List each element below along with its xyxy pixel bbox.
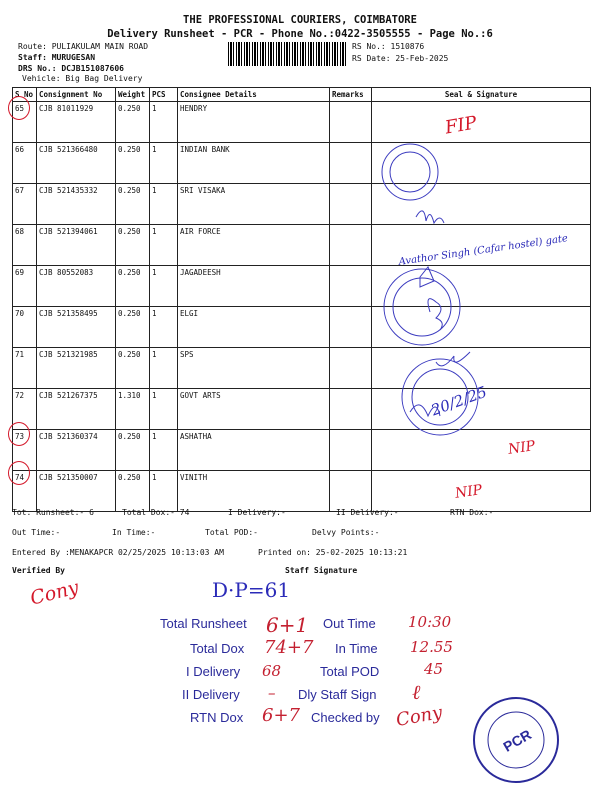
dp-note: D·P=61	[212, 578, 291, 602]
row-weight: 1.310	[116, 389, 150, 430]
row-consignee: JAGADEESH	[178, 266, 330, 307]
stamp-checked-by-value: Cony	[394, 702, 444, 731]
row-weight: 0.250	[116, 143, 150, 184]
row-weight: 0.250	[116, 471, 150, 512]
ii-delivery: II Delivery:-	[336, 508, 399, 517]
row-sno: 69	[13, 266, 37, 307]
stamp-in-time-label: In Time	[335, 641, 378, 656]
barcode	[228, 42, 346, 66]
verified-by: Verified By	[12, 566, 65, 575]
printed-on: Printed on: 25-02-2025 10:13:21	[258, 548, 408, 557]
row-sno: 74	[13, 471, 37, 512]
stamp-total-pod-value: 45	[424, 660, 444, 678]
sno-circle-mark	[8, 461, 30, 485]
rs-date: RS Date: 25-Feb-2025	[352, 54, 449, 63]
row-consignment: CJB 521366480	[37, 143, 116, 184]
stamp-out-time-label: Out Time	[323, 616, 376, 631]
stamp-rtn-dox-label: RTN Dox	[190, 710, 244, 725]
signature-scribble-icon	[416, 211, 444, 223]
stamp-out-time-value: 10:30	[408, 613, 452, 631]
row-consignment: CJB 521350007	[37, 471, 116, 512]
row-pcs: 1	[150, 389, 178, 430]
row-weight: 0.250	[116, 225, 150, 266]
stamp-dly-staff-sign-label: Dly Staff Sign	[298, 687, 377, 702]
rtn-dox: RTN Dox:-	[450, 508, 494, 517]
total-pod: Total POD:-	[205, 528, 258, 537]
row-sno: 73	[13, 430, 37, 471]
row-consignee: SRI VISAKA	[178, 184, 330, 225]
govt-arts-signature: 20/2/25	[428, 382, 490, 420]
row-consignee: ELGI	[178, 307, 330, 348]
verified-initials: Cony	[28, 576, 81, 610]
row-consignee: HENDRY	[178, 102, 330, 143]
row-pcs: 1	[150, 225, 178, 266]
row-weight: 0.250	[116, 266, 150, 307]
row-sno: 71	[13, 348, 37, 389]
staff-signature-label: Staff Signature	[285, 566, 358, 575]
col-signature: Seal & Signature	[372, 88, 591, 102]
signature-overlay	[340, 112, 590, 502]
row-sno: 65	[13, 102, 37, 143]
row-consignee: AIR FORCE	[178, 225, 330, 266]
company-title: THE PROFESSIONAL COURIERS, COIMBATORE	[183, 14, 417, 26]
air-force-note: Avathor Singh (Cafar hostel) gate	[398, 233, 569, 268]
stamp-i-delivery-label: I Delivery	[186, 664, 241, 679]
staff-label: Staff: MURUGESAN	[18, 53, 96, 62]
stamp-rtn-dox-value: 6+7	[262, 705, 300, 726]
nip-note-1: NIP	[507, 438, 537, 458]
row-pcs: 1	[150, 307, 178, 348]
vehicle-label: Vehicle: Big Bag Delivery	[22, 74, 143, 83]
out-time: Out Time:-	[12, 528, 61, 537]
row-weight: 0.250	[116, 307, 150, 348]
row-consignee: ASHATHA	[178, 430, 330, 471]
row-sno: 72	[13, 389, 37, 430]
row-consignment: CJB 80552083	[37, 266, 116, 307]
col-pcs: PCS	[150, 88, 178, 102]
entered-by: Entered By :MENAKAPCR 02/25/2025 10:13:03 AM	[12, 548, 224, 557]
row-consignment: CJB 521321985	[37, 348, 116, 389]
sno-circle-mark	[8, 96, 30, 120]
fip-note: FIP	[443, 112, 479, 139]
rs-no: RS No.: 1510876	[352, 42, 425, 51]
total-dox: Total Dox:- 74	[122, 508, 190, 517]
row-pcs: 1	[150, 266, 178, 307]
row-consignment: CJB 521435332	[37, 184, 116, 225]
stamp-total-runsheet-value: 6+1	[266, 613, 309, 637]
stamp-dly-staff-sign-value: ℓ	[412, 680, 421, 704]
row-weight: 0.250	[116, 430, 150, 471]
route-label: Route: PULIAKULAM MAIN ROAD	[18, 42, 149, 51]
seal-stamp-icon	[384, 269, 460, 345]
row-pcs: 1	[150, 102, 178, 143]
col-remarks: Remarks	[330, 88, 372, 102]
row-pcs: 1	[150, 143, 178, 184]
row-sno: 70	[13, 307, 37, 348]
row-consignee: SPS	[178, 348, 330, 389]
col-sno: S No	[13, 88, 37, 102]
stamp-checked-by-label: Checked by	[311, 710, 380, 725]
row-weight: 0.250	[116, 348, 150, 389]
row-consignment: CJB 521394061	[37, 225, 116, 266]
stamp-ii-delivery-value: –	[268, 684, 276, 702]
row-consignment: CJB 521358495	[37, 307, 116, 348]
delvy-points: Delvy Points:-	[312, 528, 380, 537]
stamp-in-time-value: 12.55	[410, 638, 453, 656]
table-header-row	[13, 88, 591, 102]
row-consignment: CJB 81011929	[37, 102, 116, 143]
row-weight: 0.250	[116, 184, 150, 225]
row-consignee: INDIAN BANK	[178, 143, 330, 184]
nip-note-2: NIP	[454, 482, 484, 502]
row-consignee: VINITH	[178, 471, 330, 512]
row-pcs: 1	[150, 471, 178, 512]
row-pcs: 1	[150, 348, 178, 389]
stamp-total-pod-label: Total POD	[320, 664, 380, 679]
runsheet-title: Delivery Runsheet - PCR - Phone No.:0422-3505555 - Page No.:6	[107, 28, 493, 40]
stamp-total-dox-label: Total Dox	[190, 641, 245, 656]
pcr-round-stamp-icon	[466, 690, 566, 790]
in-time: In Time:-	[112, 528, 156, 537]
row-pcs: 1	[150, 184, 178, 225]
svg-text:PCR: PCR	[500, 726, 534, 755]
stamp-i-delivery-value: 68	[262, 662, 282, 680]
row-pcs: 1	[150, 430, 178, 471]
row-consignment: CJB 521267375	[37, 389, 116, 430]
signature-scribble-icon	[428, 299, 442, 330]
row-consignment: CJB 521360374	[37, 430, 116, 471]
stamp-ii-delivery-label: II Delivery	[182, 687, 240, 702]
sno-circle-mark	[8, 422, 30, 446]
row-sno: 66	[13, 143, 37, 184]
col-weight: Weight	[116, 88, 150, 102]
tot-runsheet: Tot. Runsheet:- 6	[12, 508, 94, 517]
stamp-total-dox-value: 74+7	[264, 637, 314, 658]
stamp-total-runsheet-label: Total Runsheet	[160, 616, 247, 631]
col-consignment: Consignment No	[37, 88, 116, 102]
drs-label: DRS No.: DCJB151087606	[18, 64, 124, 73]
row-sno: 67	[13, 184, 37, 225]
row-weight: 0.250	[116, 102, 150, 143]
row-consignee: GOVT ARTS	[178, 389, 330, 430]
row-sno: 68	[13, 225, 37, 266]
i-delivery: I Delivery:-	[228, 508, 286, 517]
col-consignee: Consignee Details	[178, 88, 330, 102]
